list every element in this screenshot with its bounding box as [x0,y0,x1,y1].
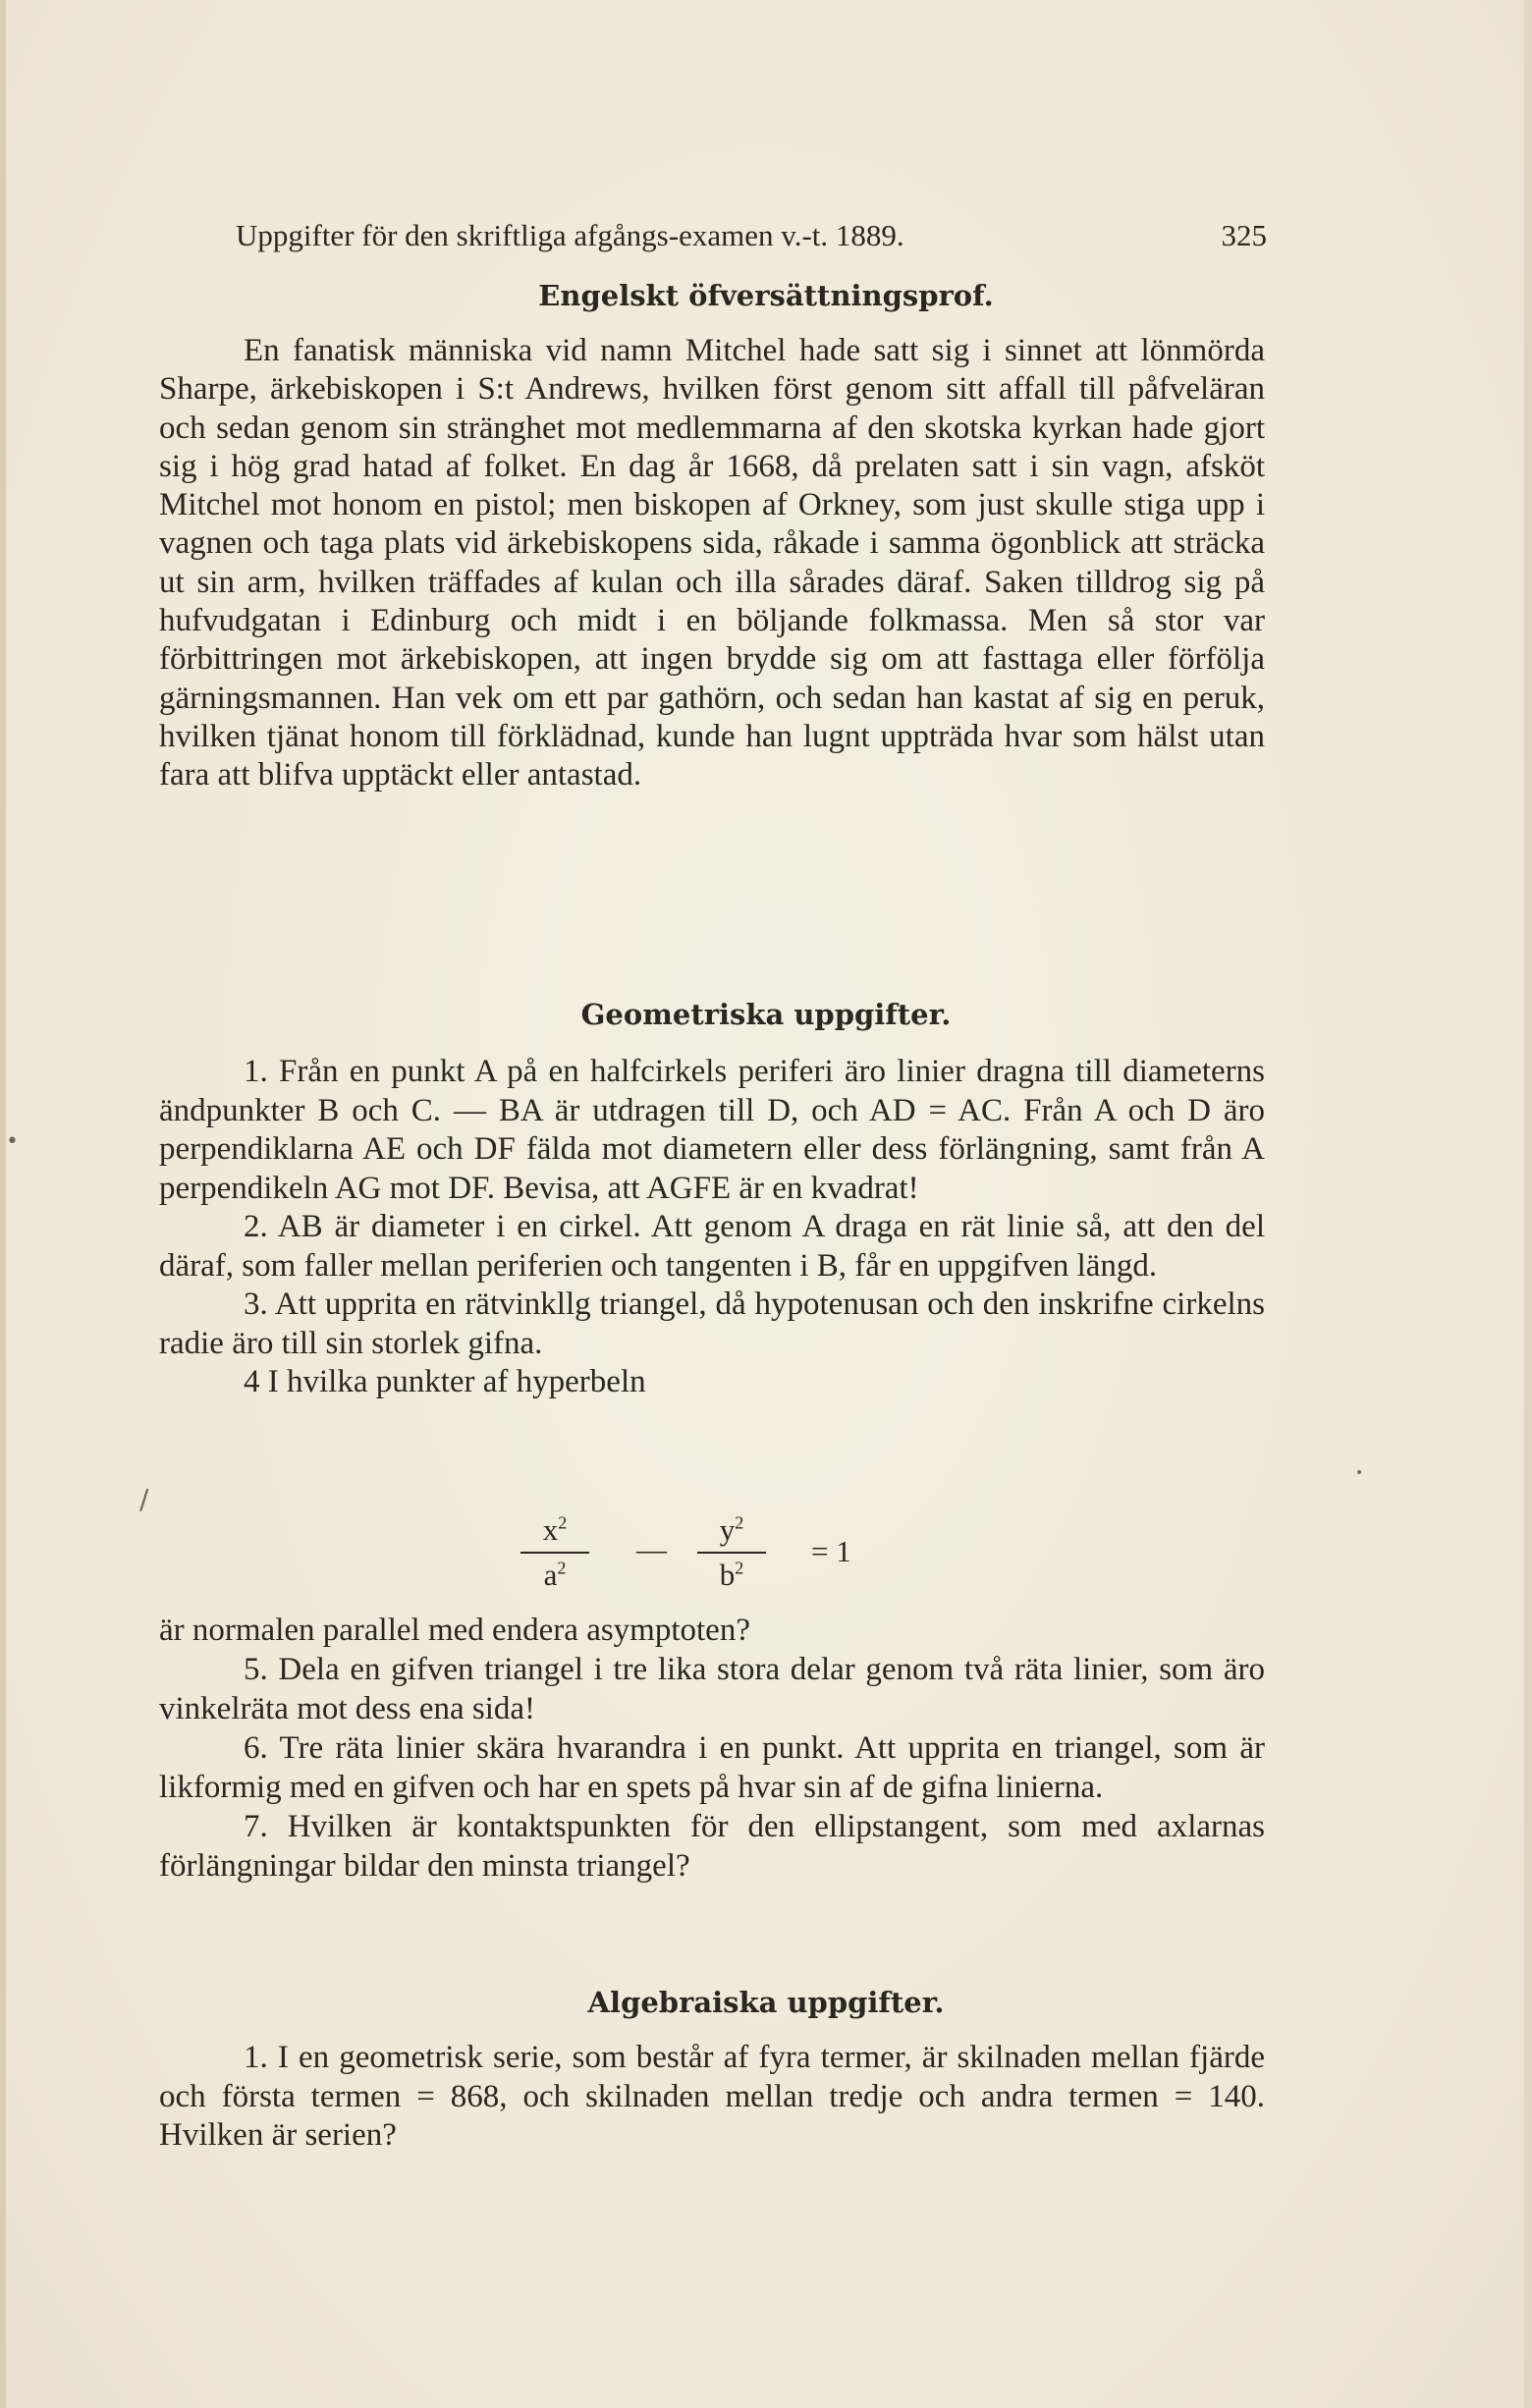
geometry-item-4: 4 I hvilka punkter af hyperbeln [244,1364,646,1399]
geometry-item-6: 6. Tre räta linier skära hvarandra i en punkt. Att upprita en triangel, som är likformig med en gifven och har en spets på hvar sin af de gifna linierna. [159,1730,1265,1805]
geometry-item-2: 2. AB är diameter i en cirkel. Att genom A draga en rät linie så, att den del däraf, som faller mellan periferien och tangenten i B, får en uppgifven längd. [159,1209,1265,1284]
geometry-item-3: 3. Att upprita en rätvinkllg triangel, då hypotenusan och den inskrifne cirkelns radie äro till sin storlek gifna. [159,1286,1265,1361]
margin-dot-mark: • [6,1129,19,1154]
geometry-item-7: 7. Hvilken är kontaktspunkten för den ellipstangent, som med axlarnas förlängningar bildar den minsta triangel? [159,1809,1265,1884]
fraction-y-over-b: $y^2$ $b^2$ [697,1512,766,1593]
geometry-item-1: 1. Från en punkt A på en halfcirkels periferi äro linier dragna till diameterns ändpunkter B och C. — BA är utdragen till D, och AD = AC. Från A och D äro perpendiklarna AE och DF fälda mot diametern eller dess förlängning, samt från A perpendikeln AG mot DF. Bevisa, att AGFE är en kvadrat! [159,1054,1265,1206]
running-title: Uppgifter för den skriftliga afgångs-examen v.-t. 1889. [236,218,904,252]
algebra-item-1: 1. I en geometrisk serie, som består af fyra termer, är skilnaden mellan fjärde och första termen = 868, och skilnaden mellan tredje och andra termen = 140. Hvilken är serien? [159,2040,1265,2153]
fraction-x-over-a: $x^2$ $a^2$ [520,1512,589,1593]
geometry-item-5: 5. Dela en gifven triangel i tre lika stora delar genom två räta linier, som äro vinkelräta mot dess ena sida! [159,1652,1265,1726]
heading-english: Engelskt öfversättningsprof. [538,279,994,312]
page-number: 325 [1221,218,1267,252]
geometry-items-a [159,1053,1265,1402]
running-header [236,218,1267,253]
heading-geometry: Geometriska uppgifter. [580,998,952,1031]
margin-speck-mark: • [1355,1465,1364,1481]
margin-slash-mark: / [139,1483,149,1515]
geometry-item-4-after: är normalen parallel med endera asymptoten? [159,1613,750,1648]
page-edge-left [0,0,6,2408]
geometry-items-b [159,1611,1265,1886]
hyperbola-formula [520,1512,913,1591]
english-paragraph [159,332,1265,795]
english-paragraph-text: En fanatisk människa vid namn Mitchel hade satt sig i sinnet att lönmörda Sharpe, ärkebiskopen i S:t Andrews, hvilken först genom sitt affall till påfveläran och sedan genom sin stränghet mot medlemmarna af den skotska kyrkan hade gjort sig i hög grad hatad af folket. En dag år 1668, då prelaten satt i sin vagn, afsköt Mitchel mot honom en pistol; men biskopen af Orkney, som just skulle stiga upp i vagnen och taga plats vid ärkebiskopens sida, råkade i samma ögonblick att sträcka ut sin arm, hvilken träffades af kulan och illa sårades däraf. Saken tilldrog sig på hufvudgatan i Edinburg och midt i en böljande folkmassa. Men så stor var förbittringen mot ärkebiskopen, att ingen brydde sig om att fasttaga eller förfölja gärningsmannen. Han vek om ett par gathörn, och sedan han kastat af sig en peruk, hvilken tjänat honom till förklädnad, kunde han lugnt uppträda hvar som hälst utan fara att blifva upptäckt eller antastad. [159,333,1265,794]
page-edge-right [1524,0,1532,2408]
minus-sign: — [636,1532,667,1566]
equals-one: = 1 [811,1534,851,1568]
algebra-items [159,2039,1265,2156]
heading-algebra: Algebraiska uppgifter. [587,1986,945,2019]
